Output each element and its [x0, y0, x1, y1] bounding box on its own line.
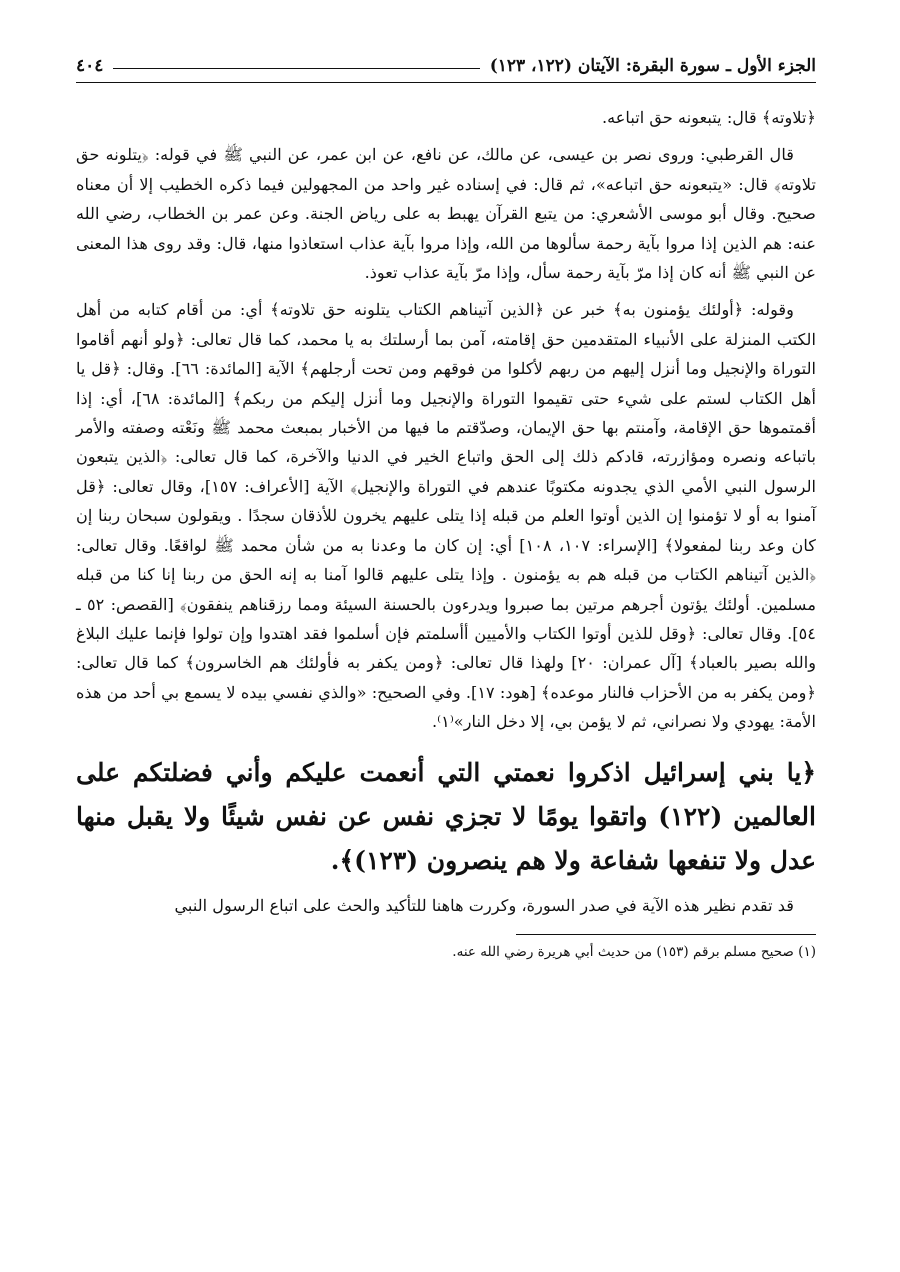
quran-verses-122-123: ﴿يا بني إسرائيل اذكروا نعمتي التي أنعمت عليكم وأني فضلتكم على العالمين (١٢٢) واتقوا يومًا لا تجزي نفس عن نفس شيئًا ولا يقبل منها عدل ولا تنفعها شفاعة ولا هم ينصرون (١٢٣)﴾.: [76, 757, 816, 875]
paragraph-commentary: وقوله: ﴿أولئك يؤمنون به﴾ خبر عن ﴿الذين آتيناهم الكتاب يتلونه حق تلاوته﴾ أي: من أقام كتابه من أهل الكتب المنزلة على الأنبياء المتقدمين حق إقامته، آمن بما أرسلتك به يا محمد، كما قال تعالى: ﴿ولو أنهم أقاموا التوراة والإنجيل وما أنزل إليهم من ربهم لأكلوا من فوقهم ومن تحت أرجلهم﴾ الآية [المائدة: ٦٦]. وقال: ﴿قل يا أهل الكتاب لستم على شيء حتى تقيموا التوراة والإنجيل وما أنزل إليكم من ربكم﴾ [المائدة: ٦٨]، أي: إذا أقمتموها حق الإقامة، وآمنتم بها حق الإيمان، وصدّقتم ما فيها من الأخبار بمبعث محمد ﷺ ونَعْته وصفته والأمر باتباعه ونصره ومؤازرته، قادكم ذلك إلى الحق واتباع الخير في الدنيا والآخرة، كما قال تعالى: ﴿الذين يتبعون الرسول النبي الأمي الذي يجدونه مكتوبًا عندهم في التوراة والإنجيل﴾ الآية [الأعراف: ١٥٧]، وقال تعالى: ﴿قل آمنوا به أو لا تؤمنوا إن الذين أوتوا العلم من قبله إذا يتلى عليهم يخرون للأذقان سجدًا . ويقولون سبحان ربنا إن كان وعد ربنا لمفعولا﴾ [الإسراء: ١٠٧، ١٠٨] أي: إن كان ما وعدنا به من شأن محمد ﷺ لواقعًا. وقال تعالى: ﴿الذين آتيناهم الكتاب من قبله هم به يؤمنون . وإذا يتلى عليهم قالوا آمنا به إنه الحق من ربنا إنا كنا من قبله مسلمين. أولئك يؤتون أجرهم مرتين بما صبروا ويدرءون بالحسنة السيئة ومما رزقناهم ينفقون﴾ [القصص: ٥٢ ـ ٥٤]. وقال تعالى: ﴿وقل للذين أوتوا الكتاب والأميين أأسلمتم فإن أسلموا فقد اهتدوا وإن تولوا فإنما عليك البلاغ والله بصير بالعباد﴾ [آل عمران: ٢٠] ولهذا قال تعالى: ﴿ومن يكفر به فأولئك هم الخاسرون﴾ كما قال تعالى: ﴿ومن يكفر به من الأحزاب فالنار موعده﴾ [هود: ١٧]. وفي الصحيح: «والذي نفسي بيده لا يسمع بي أحد من هذه الأمة: يهودي ولا نصراني، ثم لا يؤمن بي، إلا دخل النار»⁽١⁾.: [76, 300, 817, 732]
book-page: [76, 54, 816, 963]
paragraph-closing: قد تقدم نظير هذه الآية في صدر السورة، وكررت هاهنا للتأكيد والحث على اتباع الرسول النبي: [174, 895, 794, 915]
header-title: الجزء الأول ـ سورة البقرة: الآيتان (١٢٢، ١٢٣): [489, 56, 816, 76]
paragraph-qurtubi: قال القرطبي: وروى نصر بن عيسى، عن مالك، عن نافع، عن ابن عمر، عن النبي ﷺ في قوله: ﴿يتلونه حق تلاوته﴾ قال: «يتبعونه حق اتباعه»، ثم قال: في إسناده غير واحد من المجهولين فيما ذكره الخطيب إلا أن معناه صحيح. وقال أبو موسى الأشعري: من يتبع القرآن يهبط به على رياض الجنة. وعن عمر بن الخطاب، رضي الله عنه: هم الذين إذا مروا بآية رحمة سألوها من الله، وإذا مروا بآية عذاب استعاذوا منها، قال: وقد روى هذا المعنى عن النبي ﷺ أنه كان إذا مرّ بآية رحمة سأل، وإذا مرّ بآية عذاب تعوذ.: [76, 145, 816, 283]
paragraph-continuation: ﴿تلاوته﴾ قال: يتبعونه حق اتباعه.: [601, 108, 816, 127]
page-number: ٤٠٤: [76, 56, 104, 76]
running-header: [76, 54, 816, 83]
footnote: (١) صحيح مسلم برقم (١٥٣) من حديث أبي هريرة رضي الله عنه.: [452, 943, 816, 960]
header-rule: [113, 68, 479, 69]
footnote-divider: [516, 934, 816, 935]
